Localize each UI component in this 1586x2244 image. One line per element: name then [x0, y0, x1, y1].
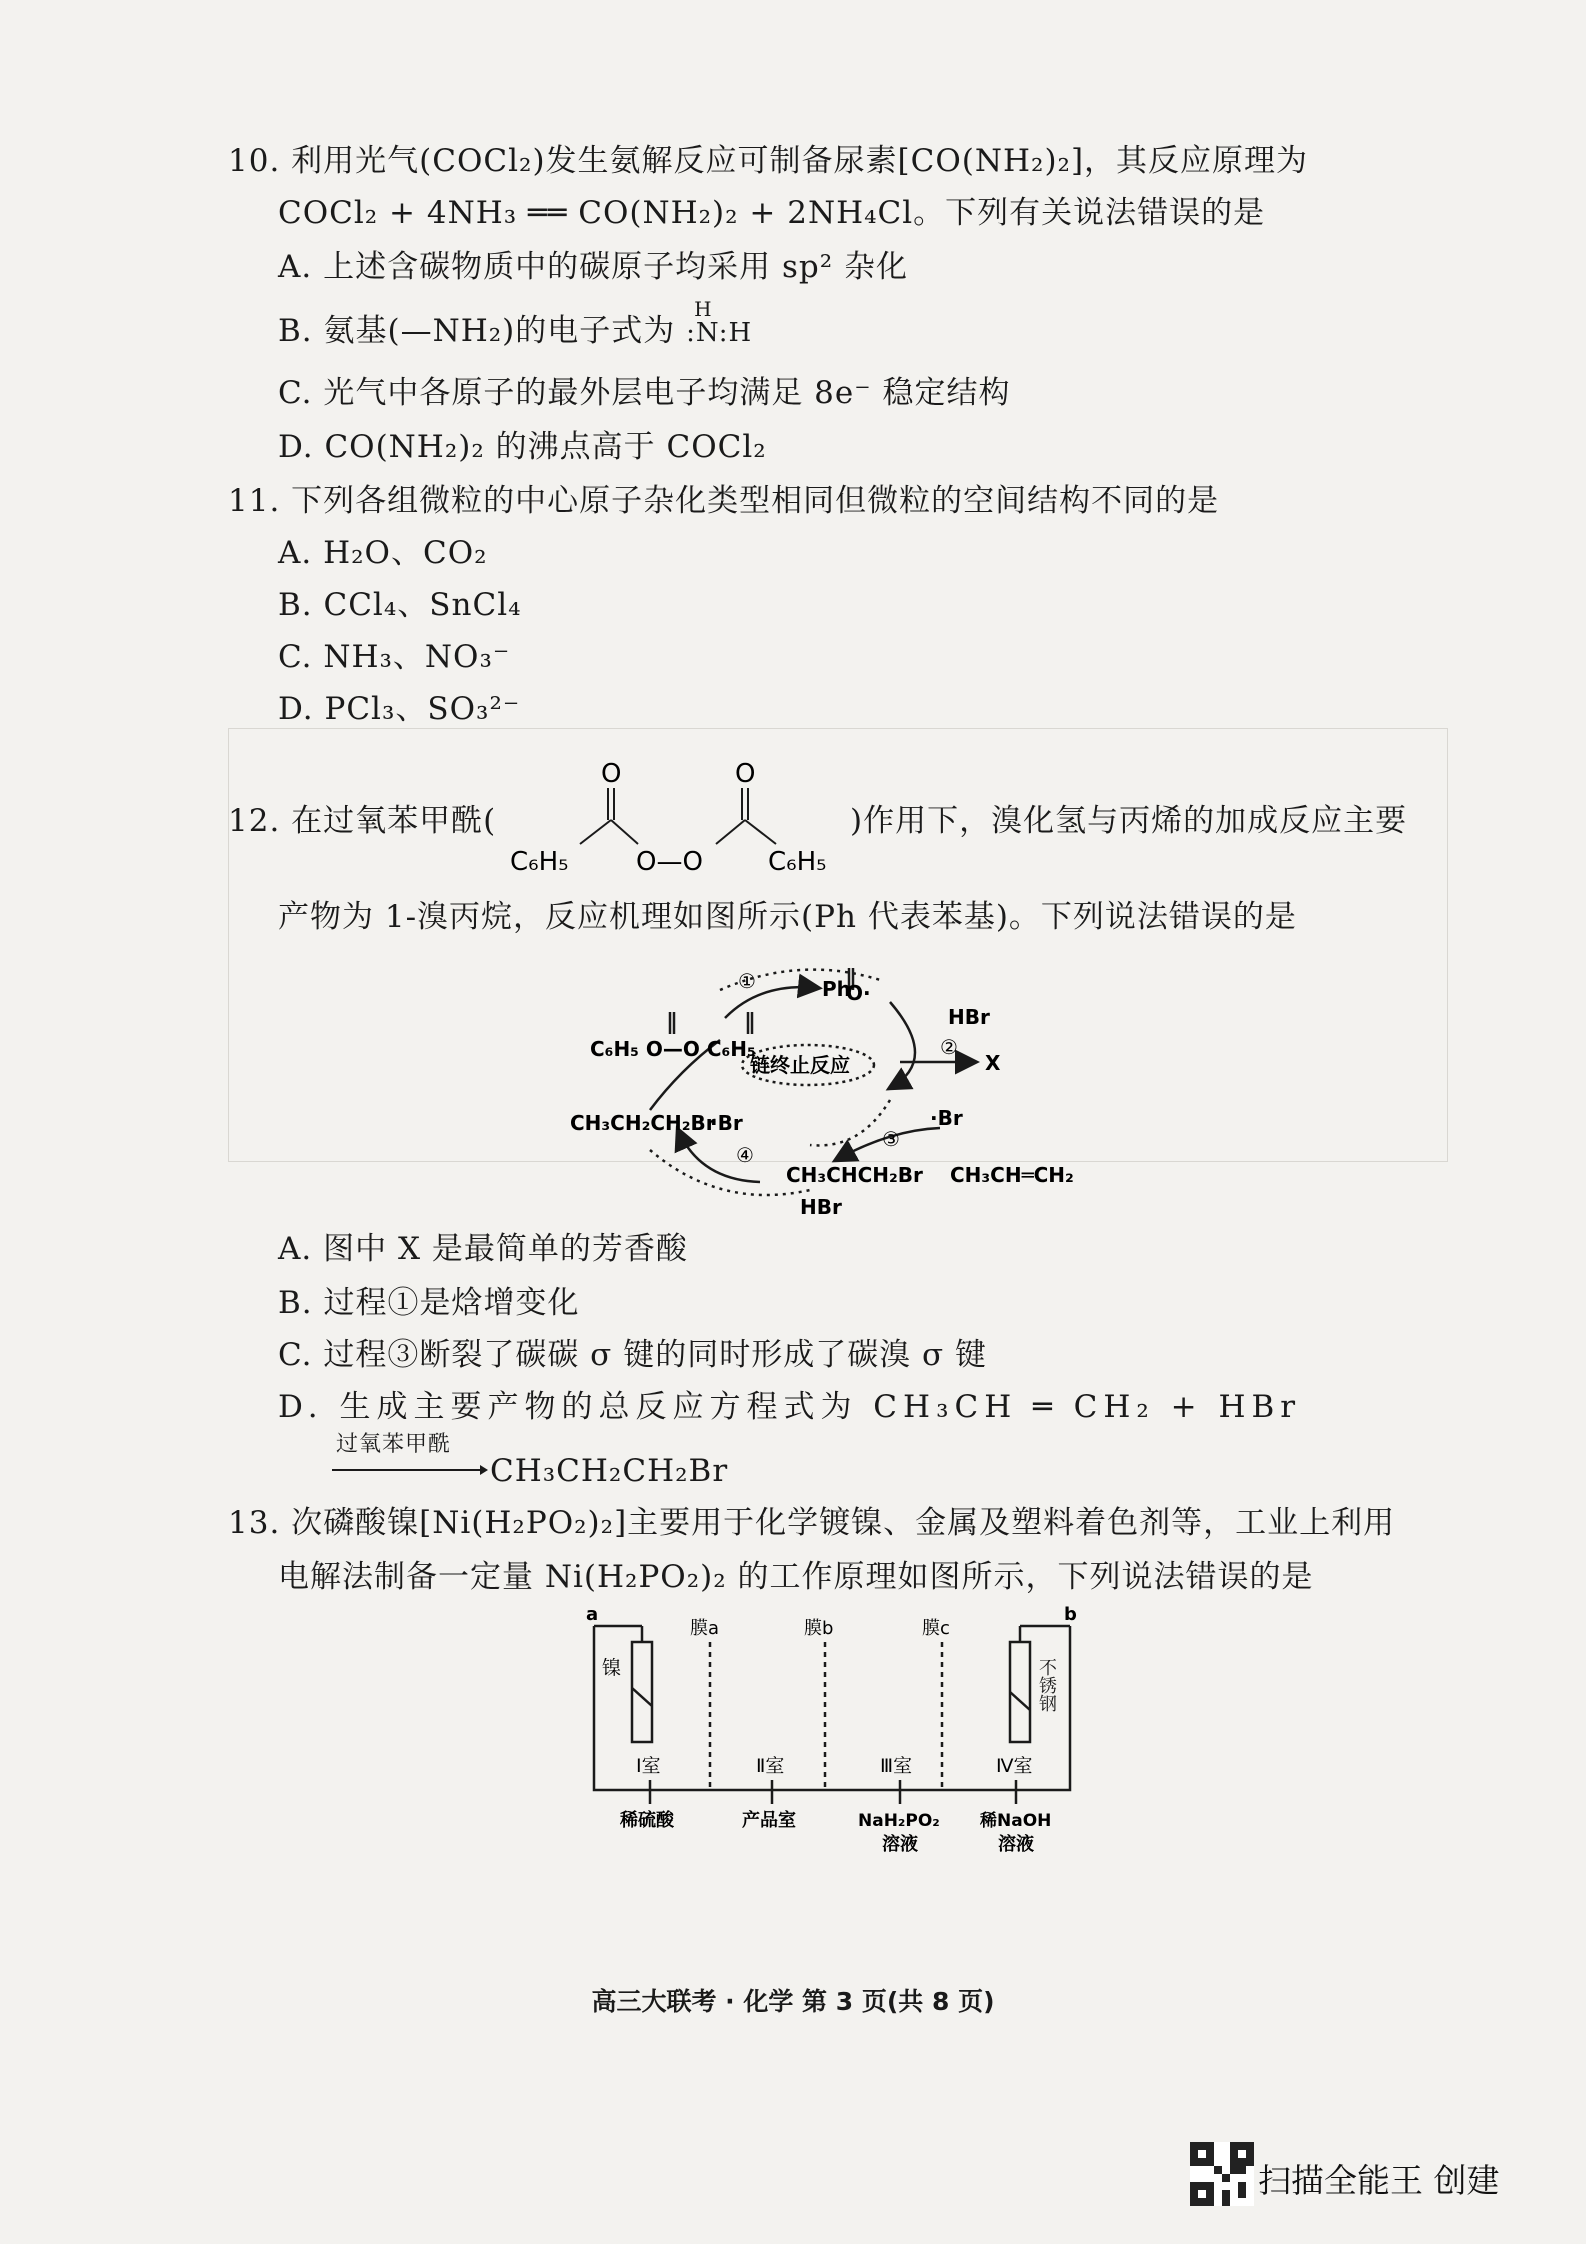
qr-code-icon: [1190, 2142, 1254, 2206]
mech-intermediate: CH₃CHCH₂Br: [786, 1163, 923, 1187]
q11-option-a: A. H₂O、CO₂: [278, 535, 488, 571]
mech-chain-stop: 链终止反应: [750, 1053, 850, 1077]
q10-option-b-text: B. 氨基(—NH₂)的电子式为: [278, 313, 676, 349]
room-1-label: Ⅰ室: [636, 1755, 661, 1777]
electron-formula-main: :N:H: [686, 318, 753, 348]
q12-stem-line2: 产物为 1-溴丙烷，反应机理如图所示(Ph 代表苯基)。下列说法错误的是: [278, 899, 1297, 935]
electrode-b-label: b: [1064, 1604, 1077, 1625]
solution-3-line1: NaH₂PO₂: [858, 1811, 940, 1831]
struct-o-left: O: [601, 759, 622, 789]
reaction-mechanism-diagram: [560, 950, 1120, 1240]
mech-x: X: [985, 1051, 1001, 1075]
page-footer: 高三大联考 · 化学 第 3 页(共 8 页): [591, 1987, 995, 2016]
solution-1-label: 稀硫酸: [620, 1810, 674, 1831]
reaction-arrow: [330, 1462, 490, 1478]
q12-reaction-condition: 过氧苯甲酰: [336, 1432, 452, 1457]
mech-step-1: ①: [738, 969, 756, 993]
steel-electrode-label-wrap: [1034, 1658, 1058, 1748]
q13-stem-line1: 13. 次磷酸镍[Ni(H₂PO₂)₂]主要用于化学镀镍、金属及塑料着色剂等，工业上利用: [228, 1505, 1396, 1541]
steel-electrode-label: 不锈钢: [1036, 1658, 1057, 1712]
q12-option-c: C. 过程③断裂了碳碳 σ 键的同时形成了碳溴 σ 键: [278, 1337, 988, 1373]
mech-propene: CH₃CH═CH₂: [950, 1163, 1074, 1187]
q10-option-b: [278, 297, 753, 354]
room-4-label: Ⅳ室: [996, 1755, 1033, 1777]
amino-electron-formula: [686, 297, 753, 354]
q12-stem-prefix: 12. 在过氧苯甲酰(: [228, 803, 497, 839]
nickel-electrode-label: 镍: [602, 1657, 622, 1679]
solution-3-line2: 溶液: [882, 1834, 918, 1855]
solution-4-line2: 溶液: [998, 1834, 1034, 1855]
q13-stem-line2: 电解法制备一定量 Ni(H₂PO₂)₂ 的工作原理如图所示，下列说法错误的是: [278, 1559, 1314, 1595]
q11-stem: 11. 下列各组微粒的中心原子杂化类型相同但微粒的空间结构不同的是: [228, 483, 1220, 519]
q10-option-a: A. 上述含碳物质中的碳原子均采用 sp² 杂化: [278, 249, 908, 285]
membrane-a-label: 膜a: [690, 1618, 720, 1639]
q12-option-a: A. 图中 X 是最简单的芳香酸: [278, 1231, 688, 1267]
mech-br-radical-2: ·Br: [710, 1111, 743, 1135]
q11-option-d: D. PCl₃、SO₃²⁻: [278, 691, 521, 727]
mech-step-2: ②: [940, 1035, 958, 1059]
struct-o-right: O: [735, 759, 756, 789]
benzoyl-peroxide-structure: [500, 748, 860, 888]
mech-hbr-2: HBr: [800, 1195, 842, 1219]
q11-option-c: C. NH₃、NO₃⁻: [278, 639, 511, 675]
q10-stem-line2: COCl₂ + 4NH₃ ══ CO(NH₂)₂ + 2NH₄Cl。下列有关说法错误的是: [278, 195, 1266, 231]
q12-option-d: D. 生成主要产物的总反应方程式为 CH₃CH ═ CH₂ + HBr: [278, 1389, 1302, 1425]
mech-radical-o: O·: [846, 981, 871, 1005]
struct-c6h5-right: C₆H₅: [768, 847, 827, 877]
q11-option-b: B. CCl₄、SnCl₄: [278, 587, 522, 623]
solution-4-line1: 稀NaOH: [980, 1811, 1052, 1831]
q10-stem-line1: 10. 利用光气(COCl₂)发生氨解反应可制备尿素[CO(NH₂)₂]，其反应原理为: [228, 143, 1309, 179]
q12-stem-suffix: )作用下，溴化氢与丙烯的加成反应主要: [850, 803, 1408, 839]
q10-option-c: C. 光气中各原子的最外层电子均满足 8e⁻ 稳定结构: [278, 375, 1011, 411]
struct-c6h5-left: C₆H₅: [510, 847, 569, 877]
q12-product: CH₃CH₂CH₂Br: [490, 1453, 729, 1489]
electron-formula-h-top: H: [694, 297, 713, 321]
q12-option-b: B. 过程①是焓增变化: [278, 1285, 580, 1321]
membrane-b-label: 膜b: [804, 1618, 834, 1639]
membrane-c-label: 膜c: [922, 1618, 950, 1639]
solution-2-label: 产品室: [742, 1810, 796, 1831]
mech-product: CH₃CH₂CH₂Br: [570, 1111, 716, 1135]
room-3-label: Ⅲ室: [880, 1755, 913, 1777]
mech-hbr-1: HBr: [948, 1005, 990, 1029]
mech-peroxide: C₆H₅ O—O C₆H₅: [590, 1037, 756, 1061]
electrode-a-label: a: [586, 1604, 599, 1625]
mech-step-4: ④: [736, 1143, 754, 1167]
scanner-watermark: 扫描全能王 创建: [1258, 2161, 1500, 2200]
mech-br-radical: ·Br: [930, 1106, 963, 1130]
q10-option-d: D. CO(NH₂)₂ 的沸点高于 COCl₂: [278, 429, 767, 465]
room-2-label: Ⅱ室: [756, 1755, 785, 1777]
mech-ph: Ph: [822, 977, 851, 1001]
electrolysis-cell-diagram: [580, 1602, 1100, 1862]
mech-step-3: ③: [882, 1127, 900, 1151]
struct-oo: O—O: [636, 847, 703, 877]
